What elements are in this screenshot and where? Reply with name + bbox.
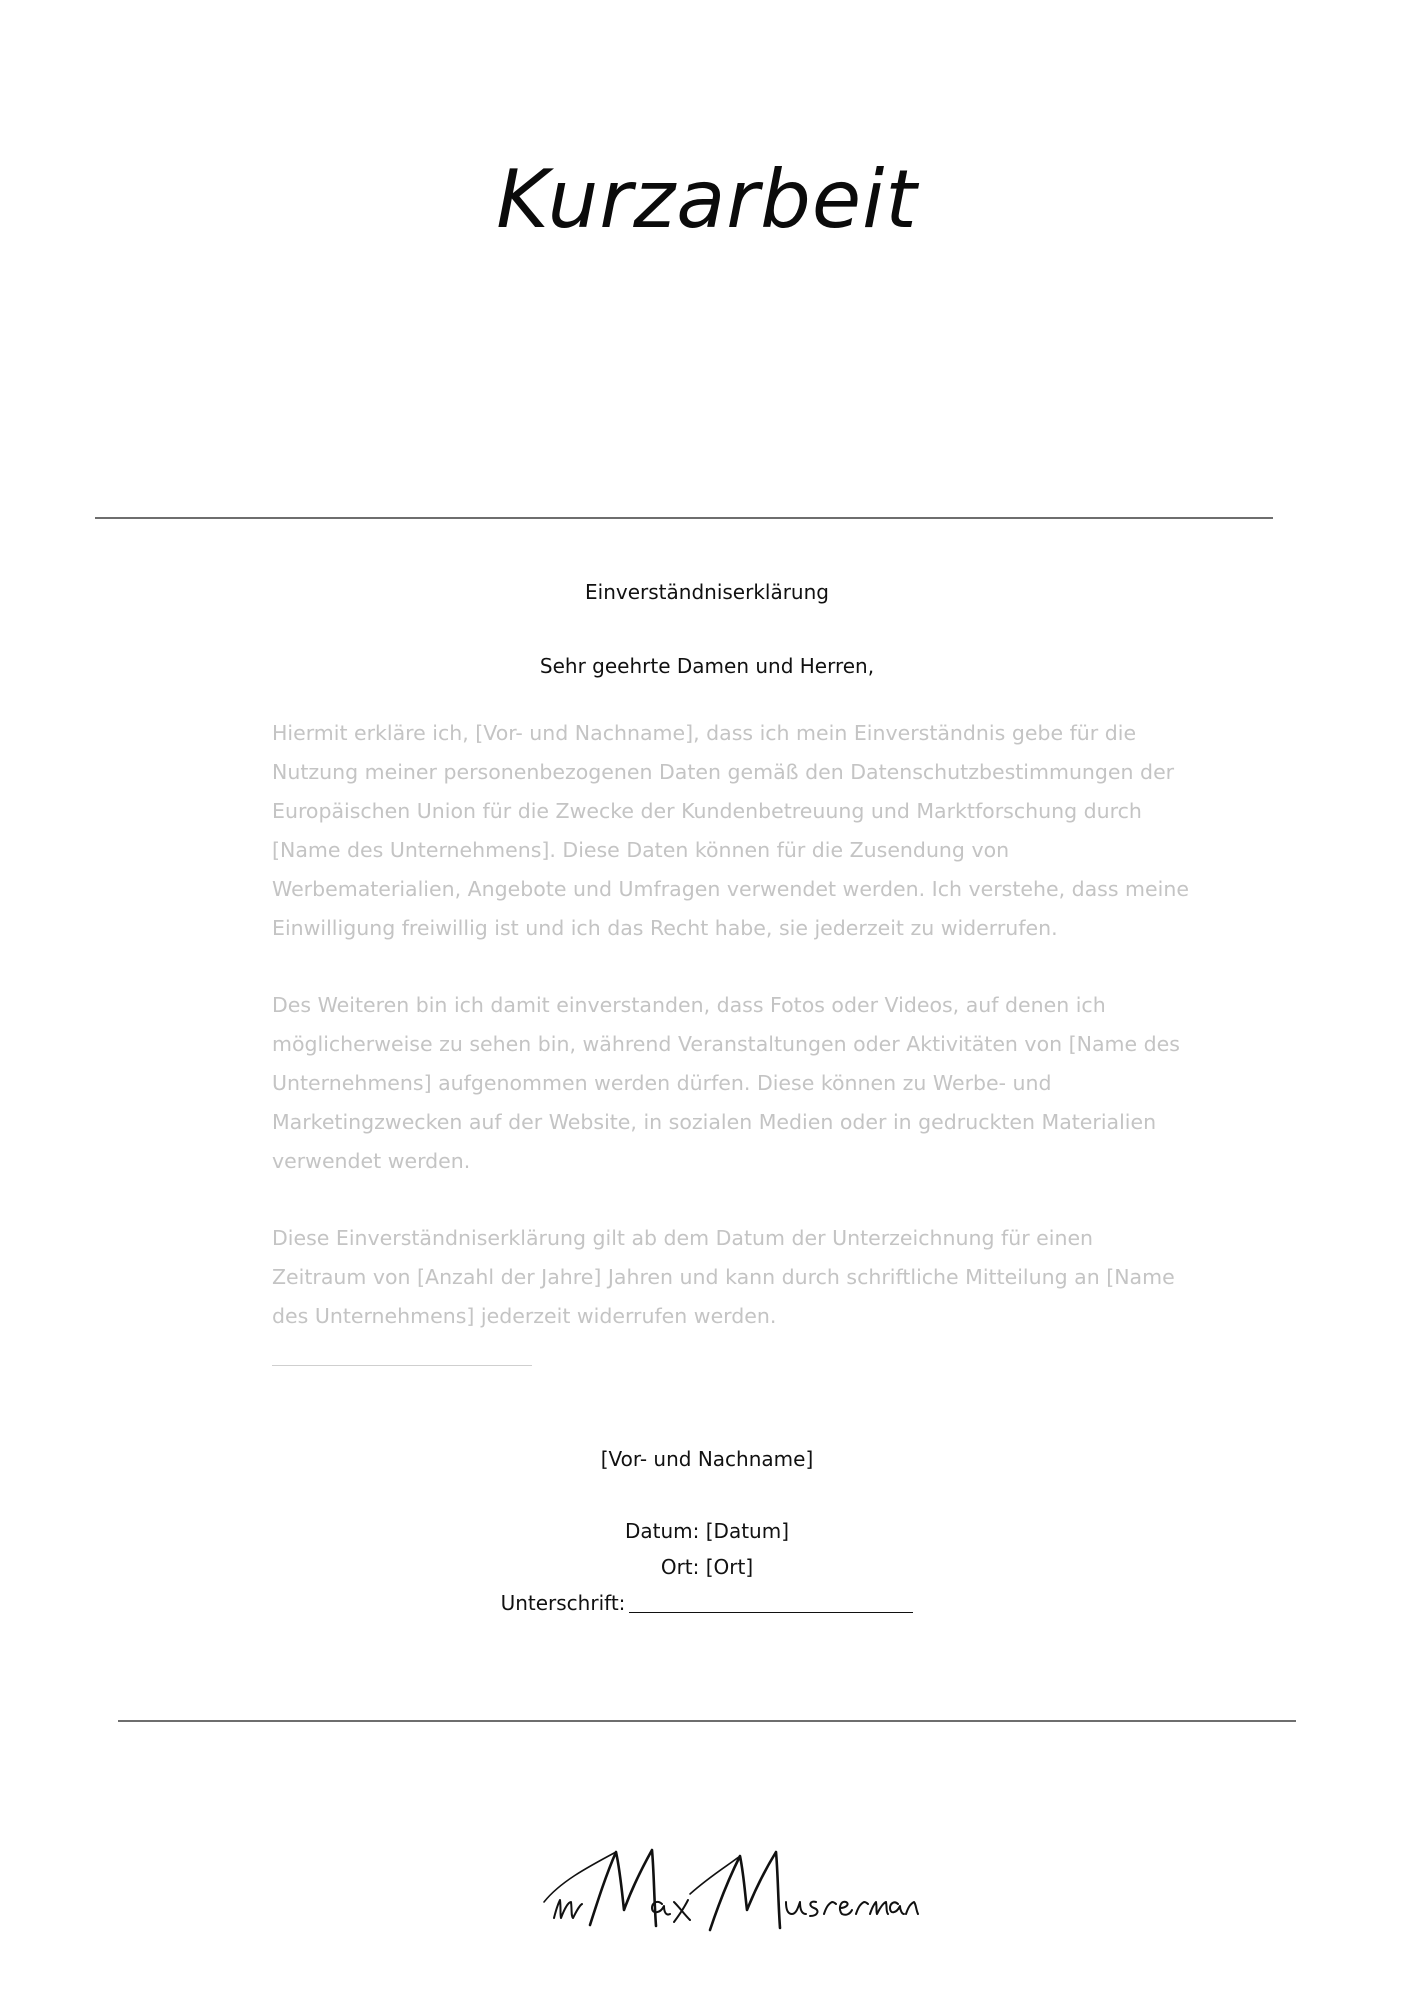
- top-divider: [95, 517, 1273, 519]
- date-line: Datum: [Datum]: [624, 1519, 789, 1543]
- signature-field: [0, 1593, 1414, 1613]
- signature-blank-line: [629, 1612, 913, 1613]
- consent-heading: Einverständniserklärung: [585, 580, 829, 604]
- handwritten-signature: [540, 1830, 920, 1940]
- document-title: Kurzarbeit: [496, 153, 918, 246]
- name-placeholder: [Vor- und Nachname]: [600, 1447, 814, 1471]
- greeting: Sehr geehrte Damen und Herren,: [539, 654, 875, 678]
- paragraph-validity: Diese Einverständniserklärung gilt ab dem Datum der Unterzeichnung für einen Zeitraum von [Anzahl der Jahre] Jahren und kann durch schriftliche Mitteilung an [Name des Unternehmens] jederzeit widerrufen werden.: [272, 1226, 1175, 1328]
- signature-label: Unterschrift:: [500, 1591, 626, 1615]
- paragraph-data-consent: Hiermit erkläre ich, [Vor- und Nachname], dass ich mein Einverständnis gebe für die Nutzung meiner personenbezogenen Daten gemäß den Datenschutzbestimmungen der Europäischen Union für die Zwecke der Kundenbetreuung und Marktforschung durch [Name des Unternehmens]. Diese Daten können für die Zusendung von Werbematerialien, Angebote und Umfragen verwendet werden. Ich verstehe, dass meine Einwilligung freiwillig ist und ich das Recht habe, sie jederzeit zu widerrufen.: [272, 721, 1189, 940]
- place-line: Ort: [Ort]: [660, 1555, 754, 1579]
- short-divider: [272, 1365, 532, 1366]
- bottom-divider: [118, 1720, 1296, 1722]
- paragraph-media-consent: Des Weiteren bin ich damit einverstanden, dass Fotos oder Videos, auf denen ich möglicherweise zu sehen bin, während Veranstaltungen oder Aktivitäten von [Name des Unternehmens] aufgenommen werden dürfen. Diese können zu Werbe- und Marketingzwecken auf der Website, in sozialen Medien oder in gedruckten Materialien verwendet werden.: [272, 993, 1180, 1173]
